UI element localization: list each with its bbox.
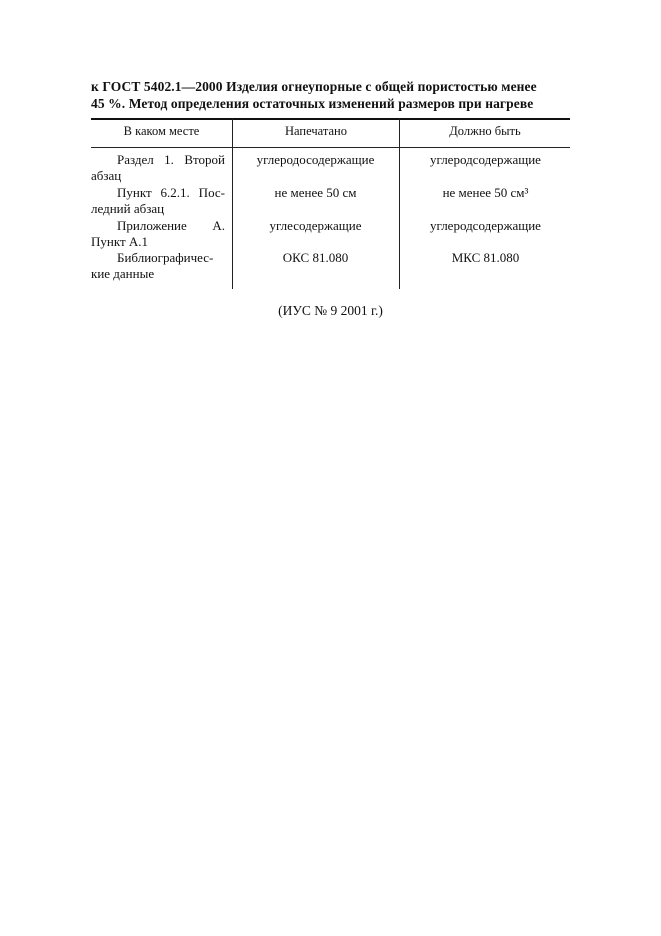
table-header-rule: [91, 147, 570, 148]
table-row-3-place: [91, 218, 225, 250]
table-row-4-place: [91, 250, 225, 282]
table-row-4-should-be: МКС 81.080: [451, 250, 520, 265]
table-row-3-printed: углесодержащие: [269, 218, 362, 233]
header-printed: Напечатано: [285, 124, 347, 138]
table-row-1-place: [91, 152, 225, 184]
table-row-1-should-be: углеродсодержащие: [430, 152, 541, 167]
place-line-2: абзац: [91, 168, 122, 183]
place-line-2: кие данные: [91, 266, 155, 281]
table-top-rule: [91, 118, 570, 120]
place-line-2: ледний абзац: [91, 201, 165, 216]
place-line-1: Приложение А.: [117, 218, 225, 233]
table-row-2-printed: не менее 50 см: [274, 185, 357, 200]
place-line-1: Пункт 6.2.1. Пос-: [117, 185, 225, 200]
place-line-1: Библиографичес-: [117, 250, 214, 265]
table-row-3-should-be: углеродсодержащие: [430, 218, 541, 233]
table-row-4-printed: ОКС 81.080: [282, 250, 349, 265]
title-line-1: к ГОСТ 5402.1—2000 Изделия огнеупорные с общей пористостью менее: [91, 79, 537, 94]
title-line-2: 45 %. Метод определения остаточных изменений размеров при нагреве: [91, 96, 534, 111]
table-row-1-printed: углеродосодержащие: [256, 152, 375, 167]
place-line-1: Раздел 1. Второй: [117, 152, 225, 167]
header-should-be: Должно быть: [449, 124, 521, 138]
column-divider-2: [399, 119, 400, 289]
header-place: В каком месте: [123, 124, 200, 138]
publication-reference: (ИУС № 9 2001 г.): [278, 303, 383, 318]
column-divider-1: [232, 119, 233, 289]
place-line-2: Пункт А.1: [91, 234, 149, 249]
document-title: [91, 78, 571, 112]
table-row-2-should-be: не менее 50 см³: [442, 185, 529, 200]
table-row-2-place: [91, 185, 225, 217]
